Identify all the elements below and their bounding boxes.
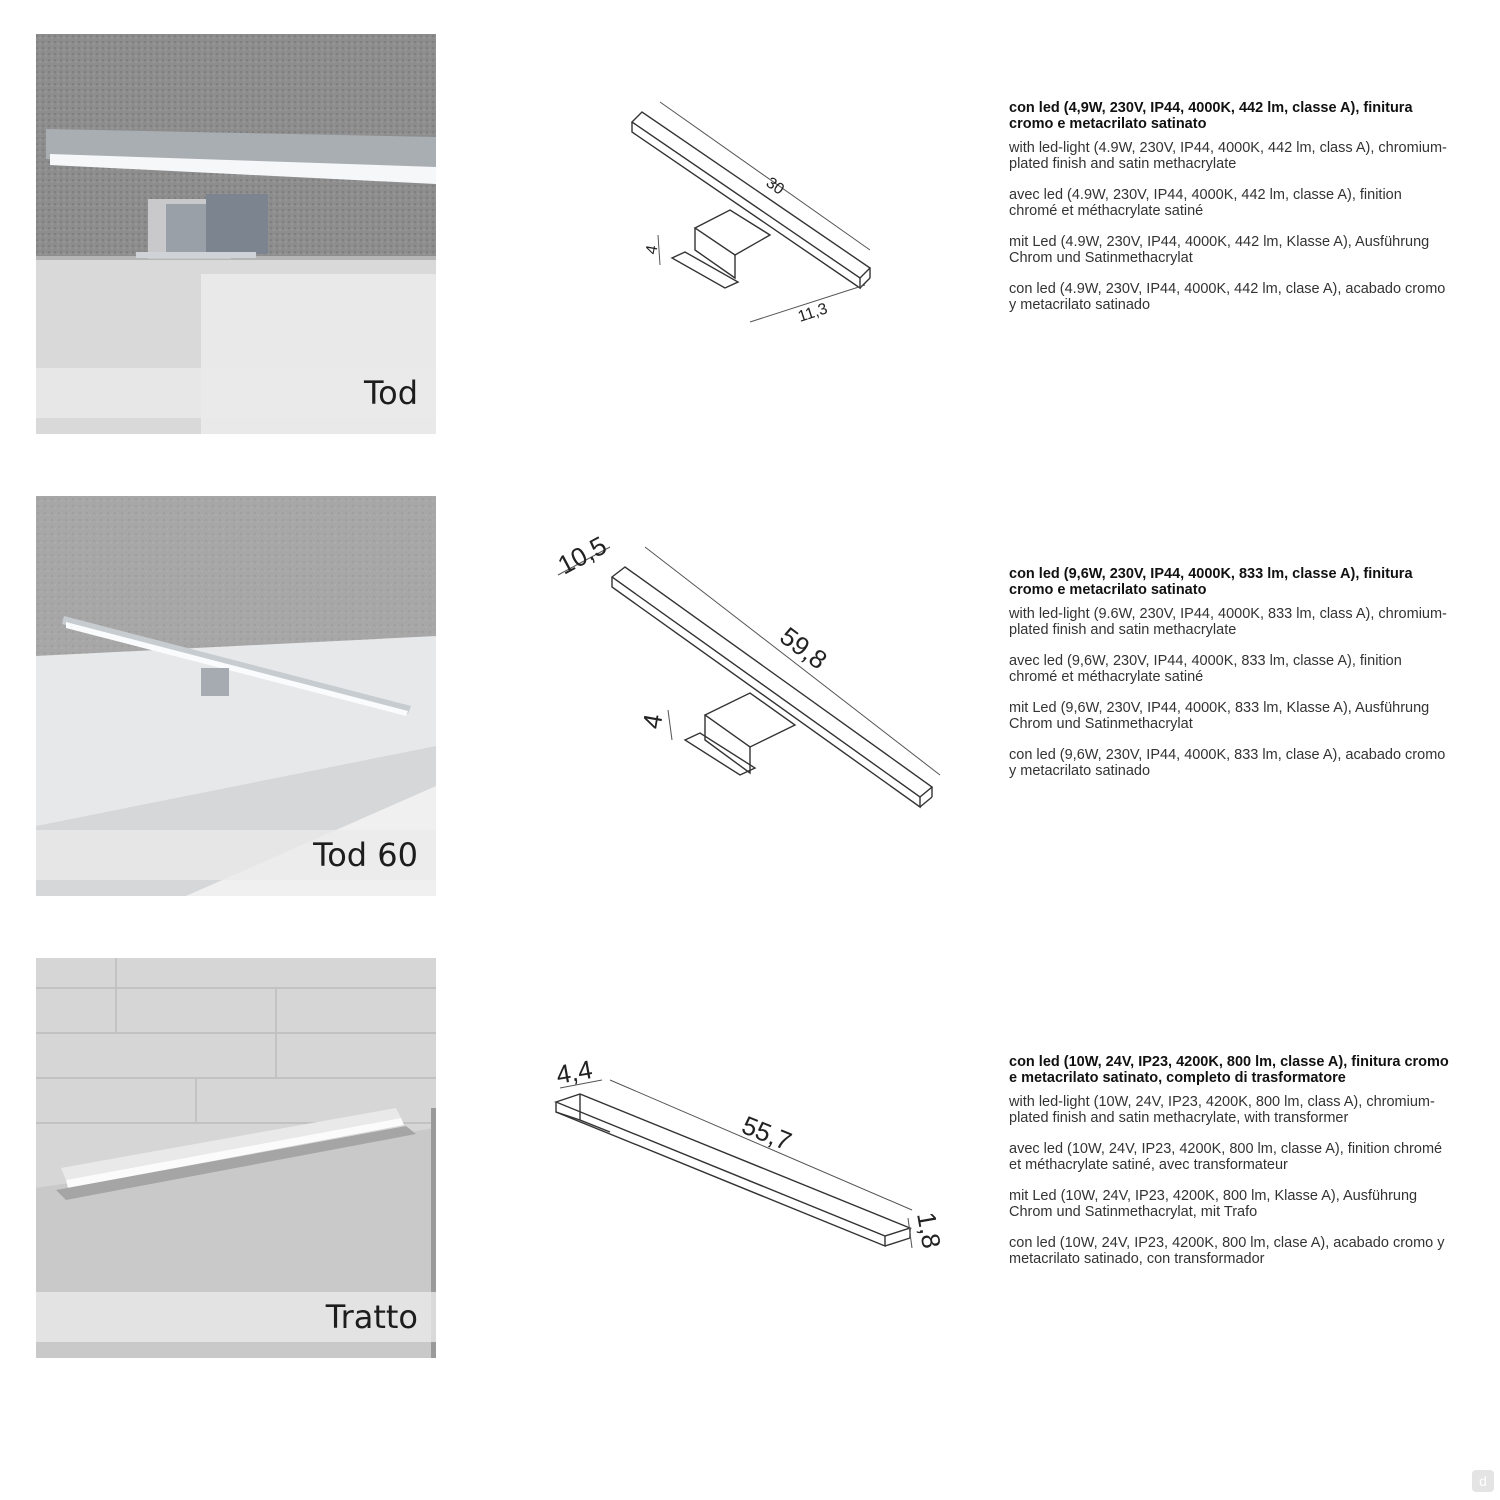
- product-name: Tod 60: [313, 836, 418, 874]
- technical-drawing-tod-60: [550, 525, 950, 825]
- dim-depth: 10,5: [552, 530, 612, 581]
- desc-fr: avec led (4.9W, 230V, IP44, 4000K, 442 lm, classe A), finition chromé et méthacrylate satiné: [1009, 187, 1402, 219]
- dim-height: 4: [643, 243, 662, 256]
- desc-es: con led (9,6W, 230V, IP44, 4000K, 833 lm, clase A), acabado cromo y metacrilato satinado: [1009, 747, 1446, 779]
- product-photo-tod-60: [36, 496, 436, 896]
- desc-en: with led-light (4.9W, 230V, IP44, 4000K, 442 lm, class A), chromium-plated finish and satin methacrylate: [1009, 140, 1447, 172]
- dim-length: 55,7: [737, 1109, 796, 1157]
- desc-en: with led-light (10W, 24V, IP23, 4200K, 800 lm, class A), chromium-plated finish and satin methacrylate, with transformer: [1009, 1094, 1435, 1126]
- description-tod-60: [1009, 566, 1454, 794]
- desc-es: con led (10W, 24V, IP23, 4200K, 800 lm, clase A), acabado cromo y metacrilato satinado, con transformador: [1009, 1235, 1445, 1267]
- desc-it: con led (9,6W, 230V, IP44, 4000K, 833 lm, classe A), finitura cromo e metacrilato satinato: [1009, 566, 1413, 598]
- description-tratto: [1009, 1054, 1454, 1282]
- desc-es: con led (4.9W, 230V, IP44, 4000K, 442 lm, clase A), acabado cromo y metacrilato satinado: [1009, 281, 1446, 313]
- dim-height: 1,8: [911, 1209, 947, 1251]
- dim-height: 4: [636, 711, 669, 732]
- dim-depth: 4,4: [553, 1054, 595, 1090]
- desc-it: con led (10W, 24V, IP23, 4200K, 800 lm, classe A), finitura cromo e metacrilato satinato, completo di trasformatore: [1009, 1054, 1449, 1086]
- dim-length: 30: [762, 174, 788, 199]
- dim-depth: 11,3: [795, 300, 830, 326]
- desc-fr: avec led (9,6W, 230V, IP44, 4000K, 833 lm, classe A), finition chromé et méthacrylate satiné: [1009, 653, 1402, 685]
- product-name: Tod: [364, 374, 418, 412]
- desc-en: with led-light (9.6W, 230V, IP44, 4000K, 833 lm, class A), chromium-plated finish and satin methacrylate: [1009, 606, 1447, 638]
- product-photo-tod: [36, 34, 436, 434]
- product-photo-tratto: [36, 958, 436, 1358]
- desc-fr: avec led (10W, 24V, IP23, 4200K, 800 lm, classe A), finition chromé et méthacrylate satiné, avec transformateur: [1009, 1141, 1443, 1173]
- desc-de: mit Led (10W, 24V, IP23, 4200K, 800 lm, Klasse A), Ausführung Chrom und Satinmethacrylat, mit Trafo: [1009, 1188, 1418, 1220]
- technical-drawing-tratto: [550, 1050, 950, 1270]
- description-tod: [1009, 100, 1454, 328]
- product-name: Tratto: [325, 1298, 418, 1336]
- dim-length: 59,8: [774, 620, 833, 676]
- watermark-logo: d: [1472, 1470, 1494, 1492]
- desc-de: mit Led (4.9W, 230V, IP44, 4000K, 442 lm, Klasse A), Ausführung Chrom und Satinmethacrylat: [1009, 234, 1430, 266]
- desc-de: mit Led (9,6W, 230V, IP44, 4000K, 833 lm, Klasse A), Ausführung Chrom und Satinmethacrylat: [1009, 700, 1430, 732]
- desc-it: con led (4,9W, 230V, IP44, 4000K, 442 lm, classe A), finitura cromo e metacrilato satinato: [1009, 100, 1413, 132]
- technical-drawing-tod: [620, 90, 900, 340]
